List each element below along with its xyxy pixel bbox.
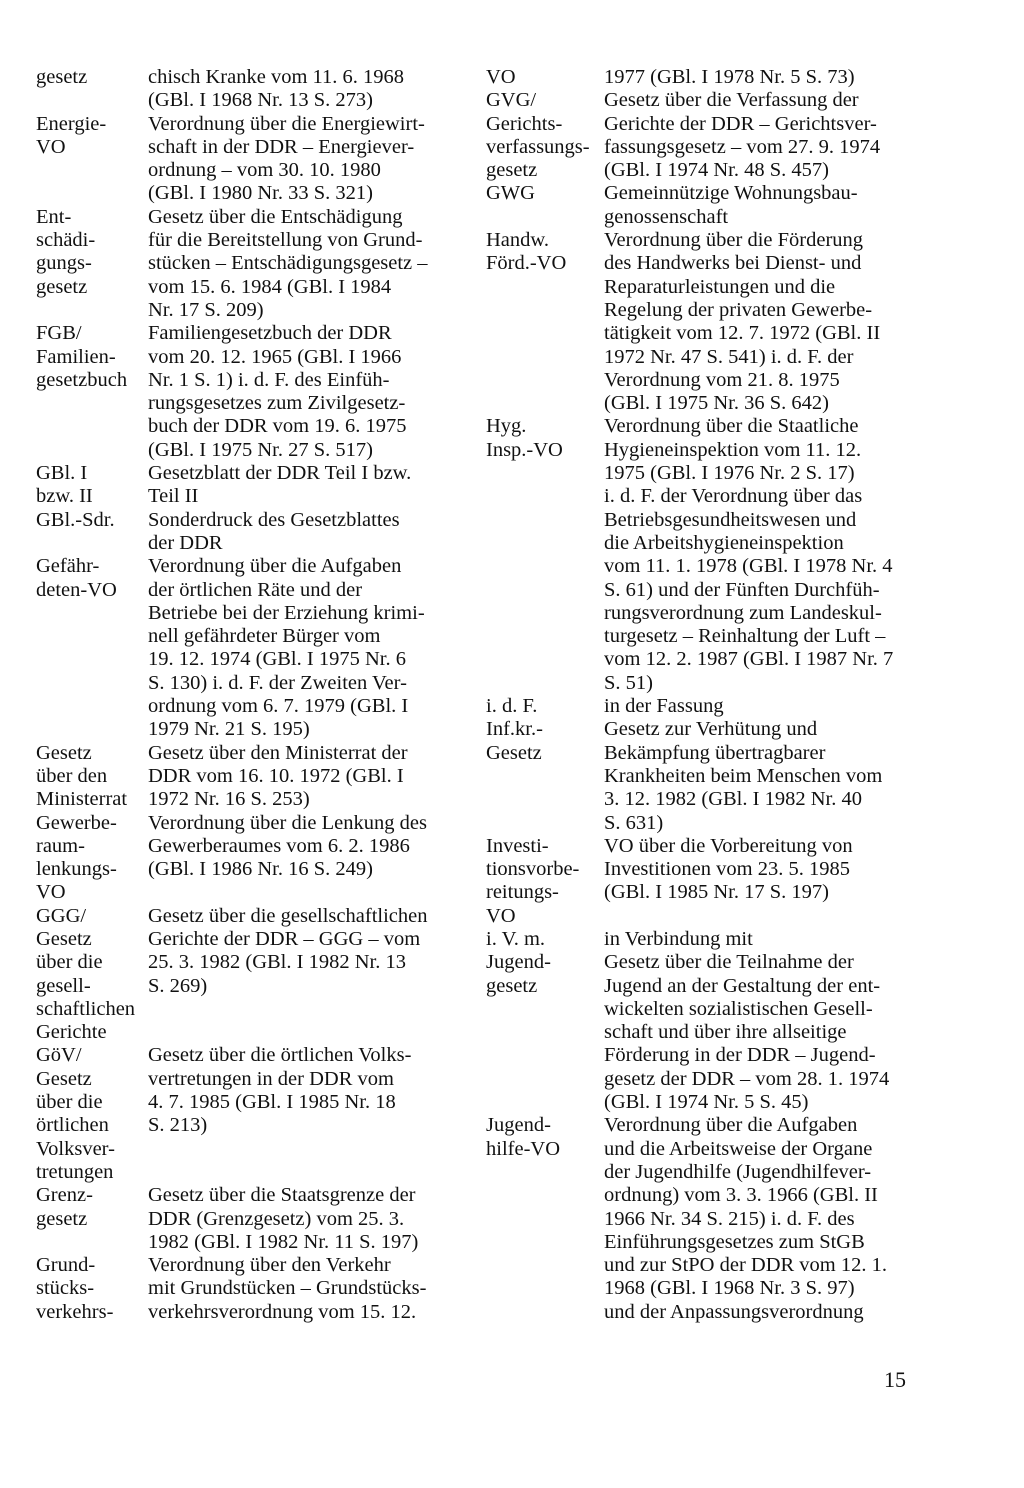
abbreviation (36, 462, 148, 509)
abbreviation-line: gesetz (486, 159, 538, 182)
abbreviation-line: Gerichte (36, 1021, 107, 1044)
glossary-entry (36, 742, 468, 812)
explanation-line: die Arbeitshygieneinspektion (604, 531, 844, 554)
abbreviation (36, 1184, 148, 1254)
abbreviation (36, 555, 148, 741)
explanation-line: Gesetz über die gesellschaftlichen (148, 904, 428, 927)
abbreviation (486, 718, 604, 834)
explanation-line: (GBl. I 1975 Nr. 27 S. 517) (148, 438, 373, 461)
explanation-line: S. 130) i. d. F. der Zweiten Ver- (148, 671, 407, 694)
explanation-line: Regelung der privaten Gewerbe- (604, 298, 873, 321)
explanation (604, 229, 926, 415)
abbreviation-line: Insp.-VO (486, 438, 563, 461)
explanation (148, 1184, 468, 1254)
explanation-line: 1977 (GBl. I 1978 Nr. 5 S. 73) (604, 66, 855, 88)
abbreviation-line: Gewerbe- (36, 811, 117, 834)
explanation-line: (GBl. I 1980 Nr. 33 S. 321) (148, 182, 373, 205)
abbreviation-line: Hyg. (486, 415, 527, 438)
explanation-line: 1966 Nr. 34 S. 215) i. d. F. des (604, 1207, 855, 1230)
glossary-entry (486, 695, 926, 718)
glossary-entry (486, 928, 926, 951)
explanation-line: Sonderdruck des Gesetzblattes (148, 508, 400, 531)
abbreviation-line: gesetzbuch (36, 368, 128, 391)
explanation-line: Teil II (148, 485, 199, 508)
glossary-entry (486, 835, 926, 928)
explanation-line: Familiengesetzbuch der DDR (148, 322, 392, 345)
explanation-line: S. 631) (604, 811, 664, 834)
abbreviation-line: Handw. (486, 229, 550, 252)
explanation-line: Gesetz zur Verhütung und (604, 718, 818, 741)
explanation-line: verkehrsverordnung vom 15. 12. (148, 1300, 417, 1323)
abbreviation-line: Ent- (36, 205, 72, 228)
glossary-entry (36, 462, 468, 509)
abbreviation-line: Ministerrat (36, 788, 128, 811)
abbreviation-line: FGB/ (36, 322, 82, 345)
abbreviation-line: i. V. m. (486, 927, 546, 950)
abbreviation-line: Jugend- (486, 1114, 551, 1137)
abbreviation-line: Gefähr- (36, 555, 100, 578)
glossary-entry (486, 415, 926, 695)
explanation (148, 555, 468, 741)
abbreviation-line: gesetz (36, 1207, 88, 1230)
abbreviation-line: VO (486, 66, 516, 88)
explanation-line: Gesetzblatt der DDR Teil I bzw. (148, 462, 412, 485)
abbreviation-line: verfassungs- (486, 135, 590, 158)
glossary-entry (486, 89, 926, 182)
explanation (148, 322, 468, 462)
abbreviation (36, 206, 148, 322)
abbreviation-line: VO (486, 904, 516, 927)
explanation-line: Gesetz über die Staatsgrenze der (148, 1184, 416, 1207)
explanation-line: vom 12. 2. 1987 (GBl. I 1987 Nr. 7 (604, 648, 894, 671)
explanation (148, 113, 468, 206)
explanation-line: 1968 (GBl. I 1968 Nr. 3 S. 97) (604, 1277, 855, 1300)
explanation-line: wickelten sozialistischen Gesell- (604, 997, 873, 1020)
explanation-line: 1982 (GBl. I 1982 Nr. 11 S. 197) (148, 1230, 419, 1253)
explanation-line: rungsgesetzes zum Zivilgesetz- (148, 392, 406, 415)
abbreviation-line: GGG/ (36, 904, 87, 927)
abbreviation-line: Förd.-VO (486, 252, 567, 275)
abbreviation (36, 1254, 148, 1324)
glossary-entry (486, 229, 926, 415)
glossary-entry (36, 509, 468, 556)
abbreviation-line: tretungen (36, 1160, 114, 1183)
glossary-entry (486, 182, 926, 229)
page-number: 15 (884, 1367, 906, 1392)
explanation-line: Gewerberaumes vom 6. 2. 1986 (148, 834, 410, 857)
explanation-line: 4. 7. 1985 (GBl. I 1985 Nr. 18 (148, 1091, 396, 1114)
explanation-line: Krankheiten beim Menschen vom (604, 764, 883, 787)
explanation-line: Förderung in der DDR – Jugend- (604, 1044, 876, 1067)
explanation-line: Gerichte der DDR – GGG – vom (148, 927, 421, 950)
explanation (604, 1114, 926, 1324)
explanation-line: 25. 3. 1982 (GBl. I 1982 Nr. 13 (148, 951, 406, 974)
explanation-line: S. 269) (148, 974, 208, 997)
abbreviation-line: Gesetz (36, 741, 92, 764)
explanation (148, 462, 468, 509)
explanation-line: 1972 Nr. 47 S. 541) i. d. F. der (604, 345, 854, 368)
abbreviation-line: GBl.-Sdr. (36, 508, 115, 531)
glossary-entry (486, 951, 926, 1114)
abbreviation-line: Gesetz (486, 741, 542, 764)
explanation-line: (GBl. I 1974 Nr. 5 S. 45) (604, 1091, 809, 1114)
explanation-line: ordnung) vom 3. 3. 1966 (GBl. II (604, 1184, 878, 1207)
abbreviation (486, 951, 604, 1114)
glossary-entry (486, 1114, 926, 1324)
abbreviation (486, 695, 604, 718)
abbreviation (486, 835, 604, 928)
explanation-line: Nr. 1 S. 1) i. d. F. des Einfüh- (148, 368, 390, 391)
abbreviation-line: deten-VO (36, 578, 117, 601)
explanation-line: und zur StPO der DDR vom 12. 1. (604, 1254, 888, 1277)
explanation-line: (GBl. I 1974 Nr. 48 S. 457) (604, 159, 829, 182)
explanation-line: Verordnung über die Staatliche (604, 415, 859, 438)
explanation (604, 89, 926, 182)
explanation-line: vertretungen in der DDR vom (148, 1067, 394, 1090)
glossary-entry (36, 322, 468, 462)
explanation-line: Reparaturleistungen und die (604, 275, 836, 298)
explanation-line: tätigkeit vom 12. 7. 1972 (GBl. II (604, 322, 881, 345)
explanation-line: Jugend an der Gestaltung der ent- (604, 974, 881, 997)
explanation-line: S. 61) und der Fünften Durchfüh- (604, 578, 880, 601)
abbreviation (36, 905, 148, 1045)
abbreviation-line: gesetz (36, 66, 88, 88)
abbreviation (486, 66, 604, 89)
explanation (604, 928, 926, 951)
glossary-entry (36, 1044, 468, 1184)
glossary-entry (486, 66, 926, 89)
abbreviation-line: Gerichts- (486, 112, 563, 135)
explanation-line: Einführungsgesetzes zum StGB (604, 1230, 865, 1253)
abbreviation-line: Inf.kr.- (486, 718, 543, 741)
abbreviation (486, 928, 604, 951)
explanation-line: Gemeinnützige Wohnungsbau- (604, 182, 858, 205)
abbreviation (486, 1114, 604, 1324)
explanation-line: Verordnung über die Aufgaben (604, 1114, 858, 1137)
explanation-line: DDR (Grenzgesetz) vom 25. 3. (148, 1207, 405, 1230)
abbreviation (36, 509, 148, 556)
explanation-line: Gesetz über die Entschädigung (148, 205, 403, 228)
abbreviation-line: GöV/ (36, 1044, 82, 1067)
explanation-line: vom 11. 1. 1978 (GBl. I 1978 Nr. 4 (604, 555, 893, 578)
explanation-line: des Handwerks bei Dienst- und (604, 252, 862, 275)
glossary-entry (36, 812, 468, 905)
glossary-entry (36, 66, 468, 113)
abbreviation-line: reitungs- (486, 881, 559, 904)
abbreviation-line: GBl. I (36, 462, 88, 485)
explanation-line: und die Arbeitsweise der Organe (604, 1137, 873, 1160)
abbreviation-line: verkehrs- (36, 1300, 114, 1323)
explanation-line: DDR vom 16. 10. 1972 (GBl. I (148, 764, 404, 787)
explanation-line: (GBl. I 1968 Nr. 13 S. 273) (148, 89, 373, 112)
explanation-line: turgesetz – Reinhaltung der Luft – (604, 625, 886, 648)
explanation-line: Gesetz über den Ministerrat der (148, 741, 408, 764)
explanation-line: ordnung vom 6. 7. 1979 (GBl. I (148, 695, 409, 718)
abbreviation-line: hilfe-VO (486, 1137, 561, 1160)
abbreviation-line: raum- (36, 834, 85, 857)
explanation-line: 1972 Nr. 16 S. 253) (148, 788, 310, 811)
abbreviation-line: Volksver- (36, 1137, 115, 1160)
abbreviation-line: bzw. II (36, 485, 93, 508)
explanation (148, 509, 468, 556)
explanation-line: Gerichte der DDR – Gerichtsver- (604, 112, 877, 135)
explanation-line: vom 15. 6. 1984 (GBl. I 1984 (148, 275, 392, 298)
glossary-entry (36, 555, 468, 741)
explanation-line: ordnung – vom 30. 10. 1980 (148, 159, 381, 182)
explanation-line: Hygieneinspektion vom 11. 12. (604, 438, 862, 461)
abbreviation (486, 89, 604, 182)
abbreviation (486, 415, 604, 695)
abbreviation-line: VO (36, 881, 66, 904)
explanation (604, 835, 926, 928)
explanation-line: Verordnung über die Lenkung des (148, 811, 427, 834)
abbreviation (36, 322, 148, 462)
right-column (486, 66, 926, 1324)
explanation-line: Verordnung über die Förderung (604, 229, 864, 252)
explanation (148, 66, 468, 113)
explanation-line: Verordnung über die Energiewirt- (148, 112, 425, 135)
explanation-line: rungsverordnung zum Landeskul- (604, 601, 882, 624)
explanation-line: chisch Kranke vom 11. 6. 1968 (148, 66, 405, 88)
abbreviation-line: stücks- (36, 1277, 95, 1300)
explanation (604, 951, 926, 1114)
glossary-entry (36, 113, 468, 206)
explanation (148, 1044, 468, 1184)
explanation-line: schaft und über ihre allseitige (604, 1021, 847, 1044)
explanation-line: S. 51) (604, 671, 653, 694)
explanation-line: 3. 12. 1982 (GBl. I 1982 Nr. 40 (604, 788, 862, 811)
glossary-entry (36, 206, 468, 322)
explanation (604, 415, 926, 695)
abbreviation-line: Investi- (486, 834, 549, 857)
explanation-line: schaft in der DDR – Energiever- (148, 135, 415, 158)
explanation-line: Verordnung über den Verkehr (148, 1254, 391, 1277)
explanation-line: Investitionen vom 23. 5. 1985 (604, 858, 850, 881)
explanation-line: Nr. 17 S. 209) (148, 298, 264, 321)
abbreviation-line: Energie- (36, 112, 107, 135)
abbreviation-line: Familien- (36, 345, 116, 368)
abbreviation (36, 66, 148, 113)
explanation (604, 66, 926, 89)
explanation-line: Gesetz über die Verfassung der (604, 89, 859, 112)
abbreviation-line: örtlichen (36, 1114, 109, 1137)
explanation-line: Betriebe bei der Erziehung krimi- (148, 601, 425, 624)
explanation-line: für die Bereitstellung von Grund- (148, 229, 423, 252)
abbreviation (486, 229, 604, 415)
explanation-line: mit Grundstücken – Grundstücks- (148, 1277, 427, 1300)
abbreviation-line: schaftlichen (36, 997, 136, 1020)
abbreviation (36, 812, 148, 905)
explanation-line: der örtlichen Räte und der (148, 578, 363, 601)
explanation-line: buch der DDR vom 19. 6. 1975 (148, 415, 407, 438)
glossary-entry (486, 718, 926, 834)
explanation-line: der DDR (148, 531, 223, 554)
abbreviation-line: Grenz- (36, 1184, 93, 1207)
abbreviation-line: GWG (486, 182, 535, 205)
abbreviation (36, 113, 148, 206)
abbreviation-line: VO (36, 135, 66, 158)
abbreviation-line: Grund- (36, 1254, 96, 1277)
explanation (148, 812, 468, 905)
abbreviation-line: lenkungs- (36, 858, 117, 881)
explanation-line: Betriebsgesundheitswesen und (604, 508, 857, 531)
abbreviation-line: über den (36, 764, 108, 787)
explanation-line: (GBl. I 1985 Nr. 17 S. 197) (604, 881, 829, 904)
abbreviation-line: tionsvorbe- (486, 858, 580, 881)
explanation (148, 1254, 468, 1324)
glossary-entry (36, 1184, 468, 1254)
explanation (604, 182, 926, 229)
abbreviation (36, 742, 148, 812)
explanation (604, 718, 926, 834)
explanation-line: 19. 12. 1974 (GBl. I 1975 Nr. 6 (148, 648, 406, 671)
explanation-line: (GBl. I 1975 Nr. 36 S. 642) (604, 392, 829, 415)
abbreviation-line: gungs- (36, 252, 92, 275)
explanation (148, 206, 468, 322)
abbreviation-line: gesetz (36, 275, 88, 298)
explanation-line: in Verbindung mit (604, 927, 753, 950)
explanation-line: und der Anpassungsverordnung (604, 1300, 864, 1323)
abbreviation (486, 182, 604, 229)
explanation (148, 742, 468, 812)
explanation-line: VO über die Vorbereitung von (604, 834, 853, 857)
explanation-line: Gesetz über die Teilnahme der (604, 951, 854, 974)
abbreviation-line: gesell- (36, 974, 91, 997)
explanation-line: stücken – Entschädigungsgesetz – (148, 252, 428, 275)
abbreviation-line: schädi- (36, 229, 96, 252)
explanation (148, 905, 468, 1045)
explanation-line: fassungsgesetz – vom 27. 9. 1974 (604, 135, 881, 158)
explanation-line: Verordnung vom 21. 8. 1975 (604, 368, 840, 391)
abbreviation-line: Jugend- (486, 951, 551, 974)
left-column (36, 66, 468, 1324)
abbreviation-line: GVG/ (486, 89, 537, 112)
explanation-line: in der Fassung (604, 695, 724, 718)
abbreviation-line: über die (36, 951, 103, 974)
glossary-entry (36, 1254, 468, 1324)
abbreviation (36, 1044, 148, 1184)
explanation-line: genossenschaft (604, 205, 729, 228)
glossary-entry (36, 905, 468, 1045)
explanation-line: nell gefährdeter Bürger vom (148, 625, 381, 648)
abbreviation-line: i. d. F. (486, 695, 538, 718)
explanation-line: S. 213) (148, 1114, 208, 1137)
explanation-line: Gesetz über die örtlichen Volks- (148, 1044, 412, 1067)
explanation-line: i. d. F. der Verordnung über das (604, 485, 863, 508)
explanation-line: 1979 Nr. 21 S. 195) (148, 718, 310, 741)
abbreviation-line: Gesetz (36, 927, 92, 950)
explanation-line: der Jugendhilfe (Jugendhilfever- (604, 1160, 872, 1183)
abbreviation-line: Gesetz (36, 1067, 92, 1090)
explanation-line: 1975 (GBl. I 1976 Nr. 2 S. 17) (604, 462, 855, 485)
abbreviation-line: über die (36, 1091, 103, 1114)
explanation-line: Verordnung über die Aufgaben (148, 555, 402, 578)
explanation-line: (GBl. I 1986 Nr. 16 S. 249) (148, 858, 373, 881)
abbreviation-line: gesetz (486, 974, 538, 997)
explanation-line: Bekämpfung übertragbarer (604, 741, 826, 764)
explanation (604, 695, 926, 718)
explanation-line: vom 20. 12. 1965 (GBl. I 1966 (148, 345, 402, 368)
explanation-line: gesetz der DDR – vom 28. 1. 1974 (604, 1067, 890, 1090)
